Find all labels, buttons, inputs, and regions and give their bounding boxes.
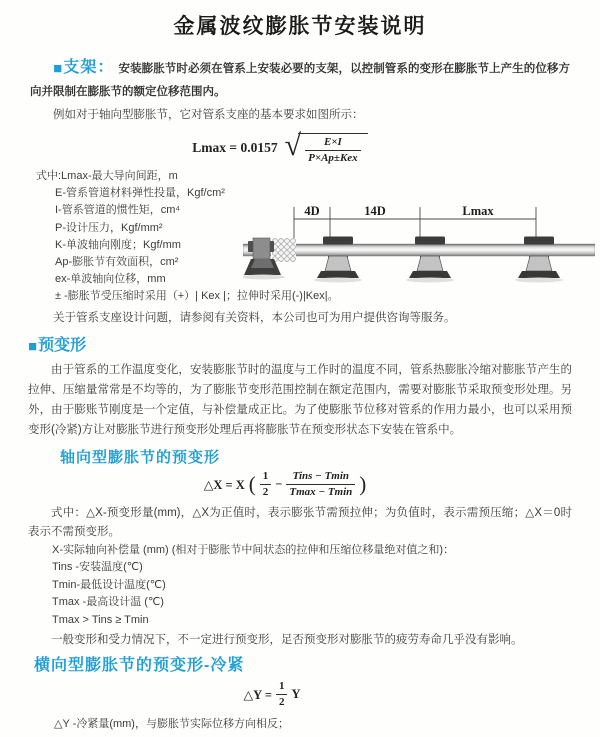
- section-marker-icon: ■: [53, 60, 63, 77]
- section-marker-icon: ■: [28, 337, 38, 355]
- support-note-text: 关于管系支座设计问题，请参阅有关资料，本公司也可为用户提供咨询等服务。: [53, 311, 456, 324]
- temperature-fraction: [286, 470, 355, 499]
- pipe-support-icon: [406, 237, 454, 283]
- definition-line: ± -膨胀节受压缩时采用（+）| Kex |；拉伸时采用(-)|Kex|。: [55, 290, 339, 303]
- support-intro-text: 安装膨胀节时必须在管系上安装必要的支架，以控制管系的变形在膨胀节上产生的位移方向并限制在膨胀节的额定位移范围内。: [30, 63, 571, 98]
- definition-line: Tmax -最高设计温 (℃): [52, 596, 164, 609]
- definition-line: Ap-膨胀节有效面积，cm²: [55, 256, 179, 269]
- predeform-body-text: 由于管系的工作温度变化，安装膨胀节时的温度与工作时的温度不同，管系热膨胀冷缩对膨胀节产生的拉伸、压缩量常常是不均等的，为了膨胀节变形范围控制在额定范围内，需要对膨胀节采取预变形处理。另外，由于膨账节刚度是一个定值，与补偿量成正比。为了使膨胀节位移对管系的作用力最小，也可以采用预变形(冷紧)方让对膨胀节进行预变形处理后再将膨胀节在预变形状态下安装在管系中。: [28, 363, 572, 436]
- sqrt-icon: √: [284, 128, 302, 162]
- symbol-definitions: [36, 168, 600, 306]
- predeform-section-heading: [28, 335, 600, 358]
- square-root-expression: [284, 128, 368, 165]
- definition-line: 式中:Lmax-最大导向间距，m: [36, 170, 178, 182]
- one-half-fraction: [260, 470, 272, 499]
- fraction-numerator: 1: [276, 680, 288, 695]
- dimension-label-lmax: Lmax: [462, 204, 494, 218]
- right-paren: ): [359, 472, 367, 497]
- fraction: [305, 136, 361, 165]
- fraction-numerator: E×I: [305, 136, 361, 151]
- pipe-support-icon: [515, 237, 563, 283]
- definition-line: X-实际轴向补偿量 (mm) (相对于膨胀节中间状态的拉伸和压缩位移量绝对值之和)：: [52, 543, 455, 556]
- dimension-label-4d: 4D: [304, 204, 320, 218]
- definition-line: ex-单波轴向位移，mm: [55, 273, 166, 286]
- support-spacing-diagram: [243, 201, 595, 301]
- definition-line: Tmin-最低设计温度(℃): [52, 578, 166, 591]
- axial-subsection-heading: 轴向型膨胀节的预变形: [60, 448, 221, 466]
- axial-predeform-formula: [0, 468, 600, 502]
- definition-line: I-管系管道的惯性矩，cm⁴: [55, 204, 181, 217]
- page-title: 金属波纹膨胀节安装说明: [173, 15, 427, 38]
- pipe-support-diagram-svg: [243, 201, 595, 301]
- formula-rhs: Y: [291, 687, 301, 702]
- fraction-numerator: Tins − Tmin: [286, 470, 355, 485]
- sqrt-content: [298, 133, 368, 165]
- axial-note-text: 一般变形和受力情况下，不一定进行预变形，足否预变形对膨胀节的疲劳寿命几乎没有影响。: [51, 633, 523, 646]
- axial-formula-explanation: 式中：△X-预变形量(mm)，△X为正值时，表示膨张节需预拉伸；为负值时，表示需预压缩；△X＝0时表示不需预变形。: [28, 506, 572, 538]
- definition-line: K-单波轴向刚度；Kgf/mm: [55, 238, 181, 251]
- formula-lhs: △X = X: [203, 477, 245, 492]
- axial-symbol-definitions: [52, 542, 600, 630]
- fraction-denominator: 2: [262, 486, 269, 499]
- lateral-note-text: △Y -冷紧量(mm)，与膨胀节实际位移方向相反；: [54, 717, 289, 730]
- fraction-numerator: 1: [260, 470, 272, 485]
- one-half-fraction: [276, 680, 288, 709]
- lateral-coldtight-formula: [0, 680, 600, 710]
- definition-line: Tmax > Tins ≥ Tmin: [52, 614, 149, 626]
- fraction-denominator: Tmax − Tmin: [289, 486, 353, 499]
- lmax-formula-lhs: Lmax = 0.0157: [192, 140, 278, 155]
- fraction-denominator: 2: [278, 696, 285, 709]
- dimension-label-14d: 14D: [364, 204, 386, 218]
- support-section-heading: 支架：: [63, 59, 115, 76]
- lateral-subsection-heading: 横向型膨胀节的预变形-冷紧: [34, 656, 245, 674]
- formula-lhs: △Y =: [243, 687, 272, 702]
- bellows-icon: [271, 238, 296, 262]
- definition-line: E-管系管道材料弹性投量，Kgf/cm²: [55, 187, 225, 200]
- fraction-denominator: P×Ap±Kex: [308, 151, 358, 164]
- predeform-heading-text: 预变形: [38, 336, 87, 354]
- left-paren: (: [248, 472, 256, 497]
- definition-line: P-设计压力，Kgf/mm²: [55, 221, 163, 234]
- support-example-text: 例如对于轴向型膨胀节，它对管系支座的基本要求如图所示：: [53, 109, 364, 121]
- lmax-formula: [0, 130, 600, 166]
- minus-sign: −: [275, 477, 283, 492]
- pipe-support-icon: [314, 237, 362, 283]
- definition-line: Tins -安装温度(℃): [52, 561, 143, 574]
- support-section-paragraph: [30, 56, 570, 104]
